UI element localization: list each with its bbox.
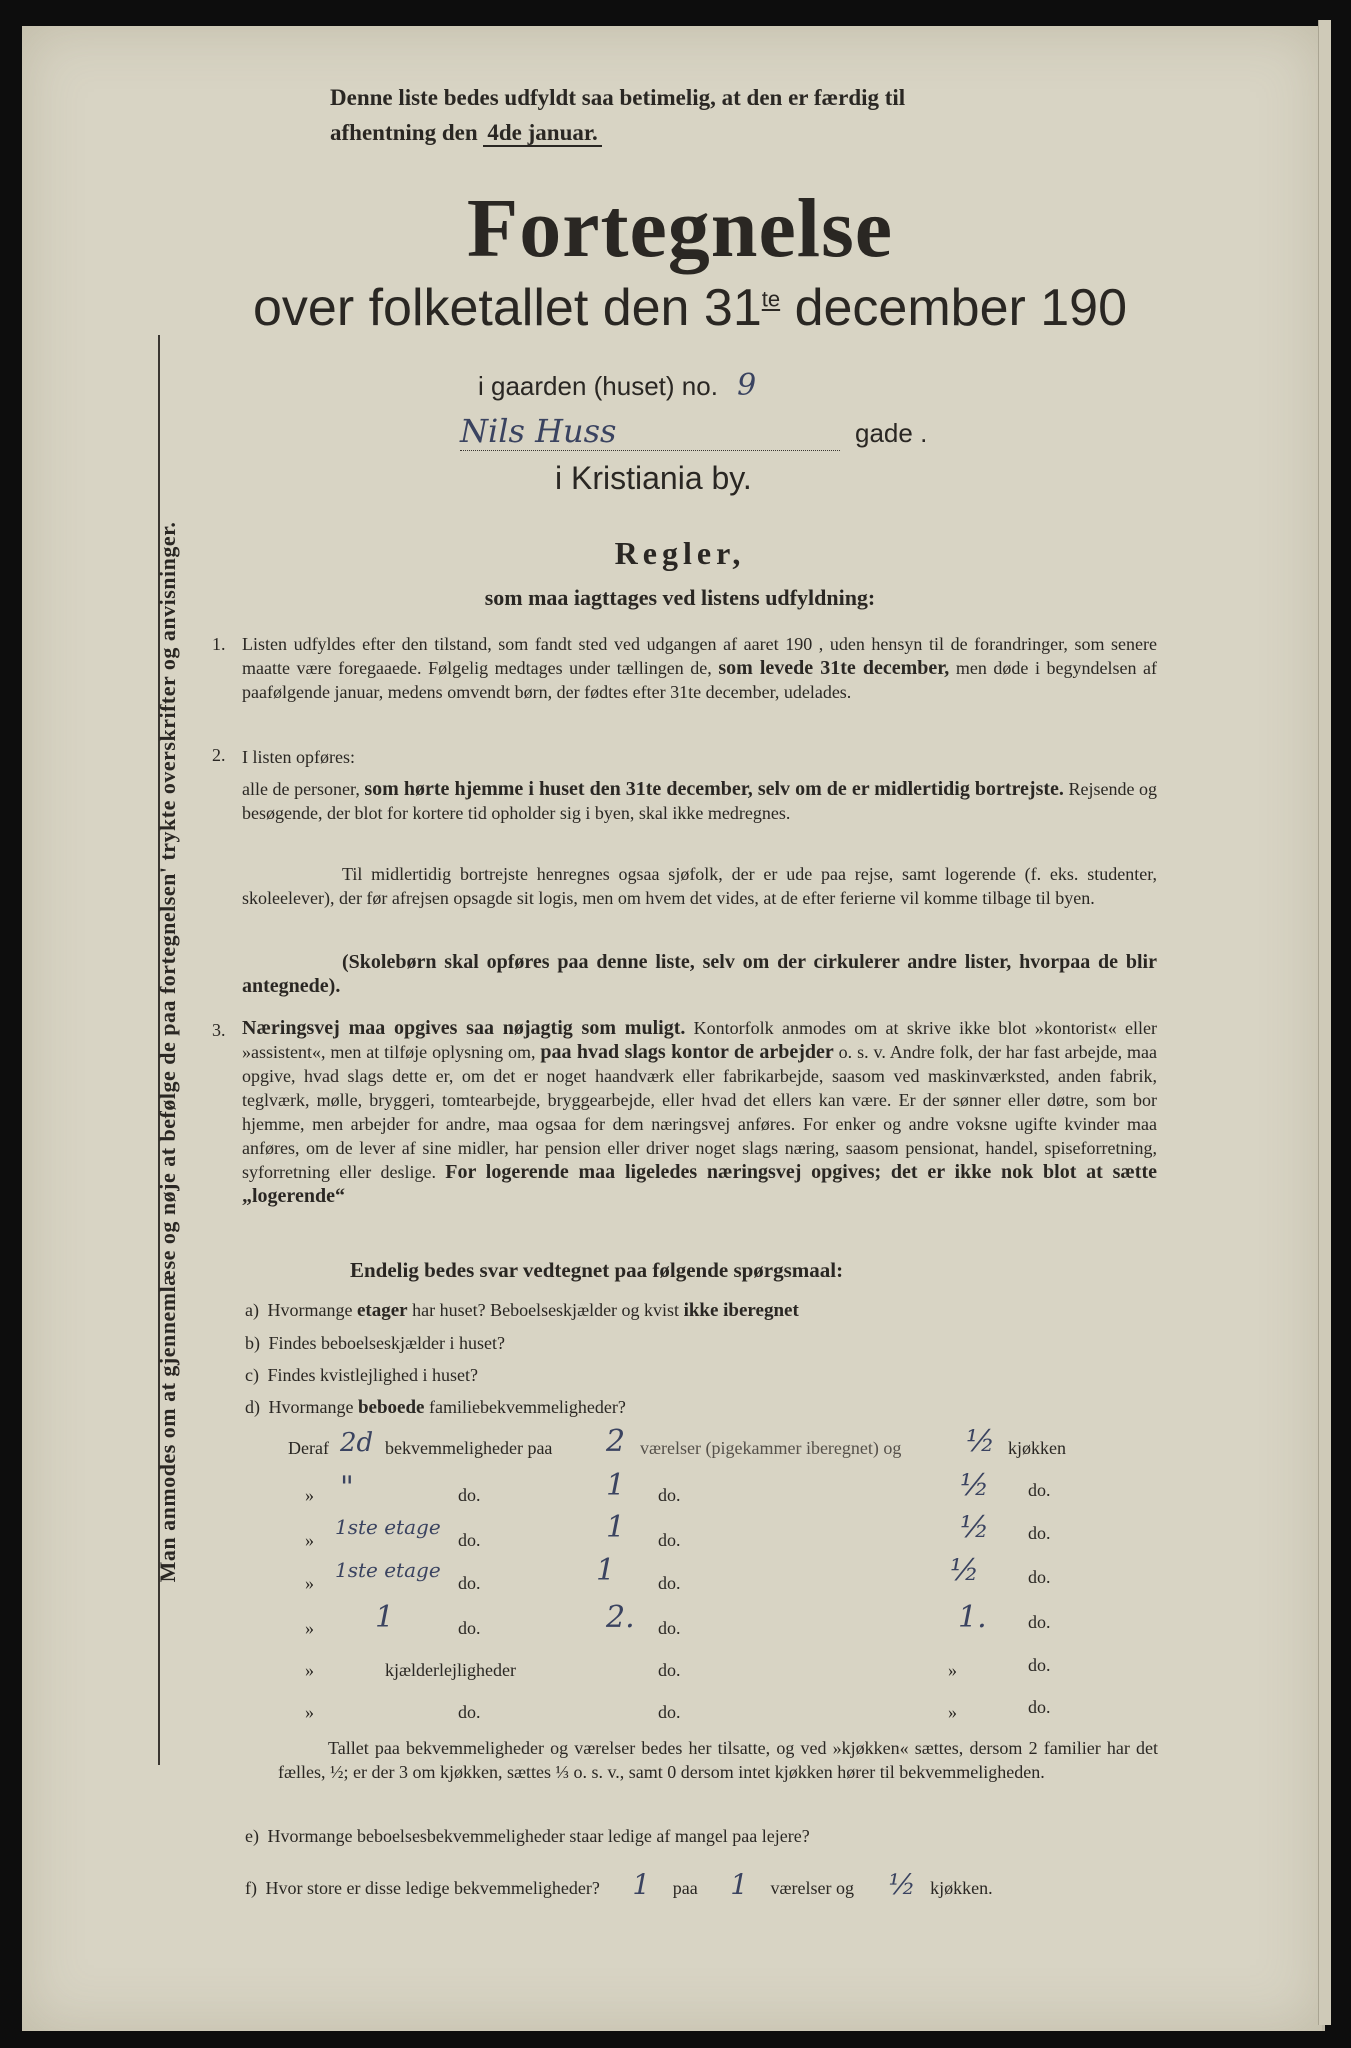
table-row-do: do. <box>1028 1612 1051 1632</box>
rule-2-schoolchildren-text: (Skolebørn skal opføres paa denne liste, selv om der cirkulerer andre lister, hvorpaa de blir antegnede). <box>242 951 1157 997</box>
vacant-kitchen-field[interactable]: ½ <box>888 1868 916 1901</box>
margin-note: Man anmodes om at gjennemlæse og nøje at befølge de paa fortegnelsen' trykte overskrifter og anvisninger. <box>155 521 180 1583</box>
rule-1-text: Listen udfyldes efter den tilstand, som fandt sted ved udgangen af aaret 190 , uden hensyn til de forandringer, som senere maatte være foregaaede. Følgelig medtages under tællingen de, som levede 31te december, men døde i begyndelsen af paafølgende januar, medens omvendt børn, der fødtes efter 31te december, udelades. <box>242 634 1158 702</box>
table-row-do: do. <box>458 1573 481 1593</box>
table-row-lead: » <box>948 1702 957 1722</box>
notice-line-1: Denne liste bedes udfyldt saa betimelig, at den er færdig til <box>330 85 906 110</box>
table-row-do: do. <box>658 1702 681 1722</box>
table-row-lead: » <box>305 1660 314 1680</box>
table-row-do: do. <box>1028 1697 1051 1717</box>
table-row-lead: » <box>305 1702 314 1722</box>
question-a: a) Hvormange etager har huset? Beboelseskjælder og kvist ikke iberegnet <box>245 1300 799 1321</box>
rule-3-number: 3. <box>212 1020 226 1040</box>
page-edge <box>1318 20 1331 2025</box>
table-row-lead: » <box>305 1618 314 1638</box>
table-header-kitchen[interactable]: ½ <box>966 1424 996 1459</box>
table-row-count[interactable]: 1ste etage <box>335 1558 441 1582</box>
table-row-do: do. <box>1028 1567 1051 1587</box>
table-header-count[interactable]: 2d <box>340 1428 374 1458</box>
house-number-field[interactable]: 9 <box>737 368 757 403</box>
rule-2-number: 2. <box>212 745 226 765</box>
table-row-kitchen[interactable]: 1. <box>958 1600 987 1635</box>
pickup-notice <box>330 80 1150 150</box>
table-row-count[interactable]: 1 <box>375 1600 395 1635</box>
street-name-field[interactable]: Nils Huss <box>460 412 840 451</box>
table-row-do: do. <box>1028 1655 1051 1675</box>
rules-subheading: som maa iagttages ved listens udfyldning: <box>484 585 876 610</box>
page-subtitle: over folketallet den $31^{te}$ december 190 <box>252 279 1128 337</box>
table-row-rooms[interactable]: 2. <box>606 1600 635 1635</box>
question-b: b) Findes beboelseskjælder i huset? <box>245 1333 505 1353</box>
table-row-kitchen[interactable]: ½ <box>950 1553 980 1588</box>
table-row-lead: » <box>948 1660 957 1680</box>
table-row-do: do. <box>1028 1480 1051 1500</box>
pickup-date: 4de januar. <box>483 120 601 147</box>
table-row-do: do. <box>1028 1523 1051 1543</box>
table-row-count[interactable]: 1ste etage <box>335 1515 441 1539</box>
table-row-rooms[interactable]: 1 <box>606 1510 626 1545</box>
question-e: e) Hvormange beboelsesbekvemmeligheder staar ledige af mangel paa lejere? <box>245 1826 810 1846</box>
house-number-line: i gaarden (huset) no. 9 <box>478 368 757 403</box>
table-row-lead: » <box>305 1485 314 1505</box>
table-row-do: do. <box>658 1618 681 1638</box>
notice-line-2: afhentning den 4de januar. <box>330 115 1150 150</box>
table-header-deraf: Deraf <box>288 1438 329 1458</box>
rule-2-absence-text: Til midlertidig bortrejste henregnes ogsaa sjøfolk, der er ude paa rejse, samt logerende (f. eks. studenter, skoleelever), der før afrejsen opsagde sit logis, men om hvem det vides, at de efter ferierne vil komme tilbage til byen. <box>242 864 1157 908</box>
questions-intro: Endelig bedes svar vedtegnet paa følgende spørgsmaal: <box>350 1258 844 1282</box>
table-header-vaerelser: værelser (pigekammer iberegnet) og <box>640 1438 902 1458</box>
table-row-do: do. <box>458 1530 481 1550</box>
city-line: i Kristiania by. <box>555 460 752 496</box>
table-row-do: do. <box>458 1618 481 1638</box>
rule-3-text: Næringsvej maa opgives saa nøjagtig som muligt. Kontorfolk anmodes om at skrive ikke blot »kontorist« eller »assistent«, men at tilføje oplysning om, paa hvad slags kontor de arbejder o. s. v. Andre folk, der har fast arbejde, maa opgive, hvad slags dette er, om det er noget haandværk eller fabrikarbejde, saasom ved maskinværksted, anden fabrik, teglværk, mølle, bryggeri, tomtearbejde, bryggearbejde, eller hvad det ellers kan være. Er der sønner eller døtre, som bor hjemme, men arbejder for andre, maa ogsaa for dem næringsvej anføres. For enker og andre voksne ugifte kvinder maa anføres, om de lever af sine midler, har pension eller driver noget slags næring, saasom pensionat, handel, spiseforretning, syforretning eller deslige. For logerende maa ligeledes næringsvej opgives; det er ikke nok blot at sætte „logerende“ <box>242 1017 1158 1207</box>
table-row-count[interactable]: " <box>340 1470 354 1505</box>
table-row-do: do. <box>458 1702 481 1722</box>
table-row-do: do. <box>658 1485 681 1505</box>
rules-heading: Regler, <box>614 535 746 571</box>
vacant-count-field[interactable]: 1 <box>632 1868 651 1901</box>
question-f: f) Hvor store er disse ledige bekvemmeligheder? 1 paa 1 værelser og ½ kjøkken. <box>245 1868 993 1901</box>
table-row-do: do. <box>658 1573 681 1593</box>
table-row-kitchen[interactable]: ½ <box>960 1510 990 1545</box>
vacant-rooms-field[interactable]: 1 <box>730 1868 749 1901</box>
table-header-kjokken: kjøkken <box>1008 1438 1066 1458</box>
street-line: Nils Huss gade . <box>460 412 928 450</box>
question-d: d) Hvormange beboede familiebekvemmeligheder? <box>245 1397 626 1418</box>
table-row-lead: » <box>305 1530 314 1550</box>
table-row-rooms[interactable]: 1 <box>596 1553 616 1588</box>
rule-2-intro: I listen opføres: <box>242 747 355 767</box>
table-row-lead: » <box>305 1573 314 1593</box>
table-header-rooms[interactable]: 2 <box>606 1424 626 1459</box>
table-row-do: do. <box>658 1530 681 1550</box>
table-row-do: do. <box>458 1485 481 1505</box>
table-header-bekv: bekvemmeligheder paa <box>385 1438 553 1458</box>
table-row-do: do. <box>658 1660 681 1680</box>
table-row-rooms[interactable]: 1 <box>606 1468 626 1503</box>
table-row-basement-label: kjælderlejligheder <box>385 1660 516 1680</box>
table-row-kitchen[interactable]: ½ <box>960 1468 990 1503</box>
rule-1-number: 1. <box>212 634 226 654</box>
table-note: Tallet paa bekvemmeligheder og værelser bedes her tilsatte, og ved »kjøkken« sættes, dersom 2 familier har det fælles, ½; er der 3 om kjøkken, sættes ⅓ o. s. v., samt 0 dersom intet kjøkken hører til bekvemmeligheden. <box>278 1738 1158 1782</box>
question-c: c) Findes kvistlejlighed i huset? <box>245 1365 478 1385</box>
rule-2-text: alle de personer, som hørte hjemme i huset den 31te december, selv om de er midlertidig bortrejste. Rejsende og besøgende, der blot for kortere tid opholder sig i byen, skal ikke medregnes. <box>242 778 1157 823</box>
page-title: Fortegnelse <box>466 182 894 275</box>
